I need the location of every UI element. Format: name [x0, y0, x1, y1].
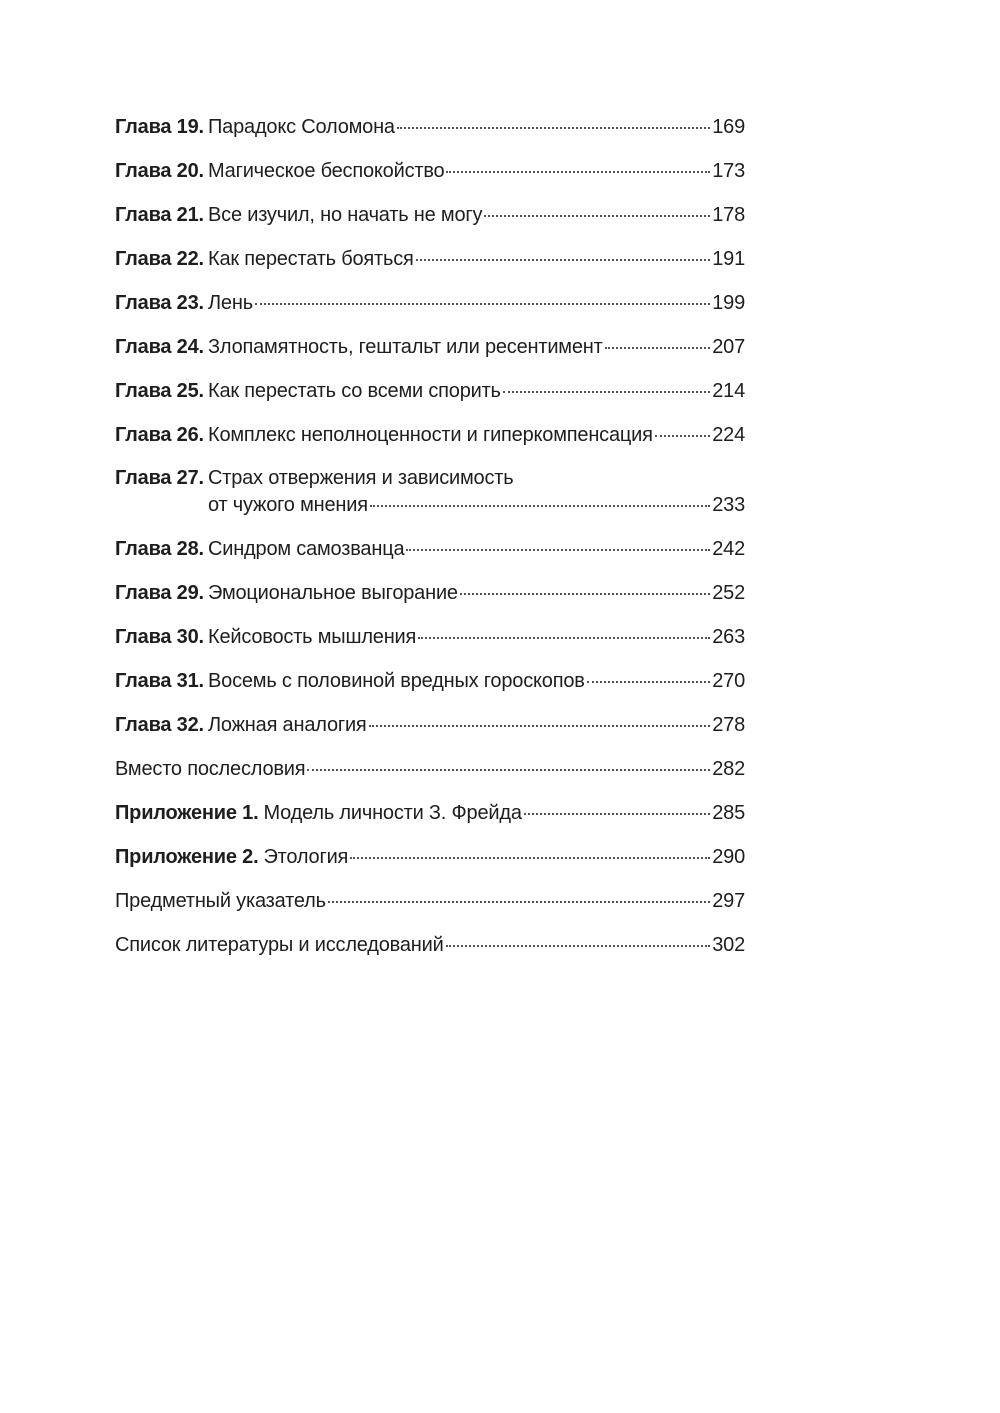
chapter-label: Глава 26.: [115, 424, 204, 446]
toc-entry-chapter-28: [115, 535, 745, 561]
chapter-title-line-2: [115, 491, 745, 517]
chapter-title-line-1: [115, 465, 745, 491]
chapter-title: Кейсовость мышления: [208, 626, 417, 648]
toc-entry-chapter-31: [115, 667, 745, 693]
toc-entry-appendix-2: [115, 843, 745, 869]
chapter-label: Глава 22.: [115, 248, 204, 270]
chapter-label: Глава 25.: [115, 380, 204, 402]
chapter-label: Глава 20.: [115, 160, 204, 182]
chapter-label: Глава 29.: [115, 582, 204, 604]
toc-entry-chapter-27: [115, 465, 745, 517]
chapter-title: Эмоциональное выгорание: [208, 582, 458, 604]
dot-leader: [255, 287, 710, 307]
toc-entry-chapter-21: [115, 201, 745, 227]
dot-leader: [446, 929, 711, 949]
chapter-title: Страх отвержения и зависимость: [208, 467, 514, 489]
page-number: 178: [712, 204, 745, 226]
chapter-label: Глава 31.: [115, 670, 204, 692]
chapter-label: Глава 21.: [115, 204, 204, 226]
page-number: 282: [712, 758, 745, 780]
page-number: 285: [712, 802, 745, 824]
dot-leader: [416, 243, 711, 263]
toc-entry-chapter-20: [115, 157, 745, 183]
toc-entry-chapter-29: [115, 579, 745, 605]
dot-leader: [350, 841, 710, 861]
dot-leader: [503, 375, 710, 395]
page-number: 278: [712, 714, 745, 736]
page-number: 242: [712, 538, 745, 560]
dot-leader: [307, 753, 710, 773]
dot-leader: [328, 885, 710, 905]
dot-leader: [460, 577, 710, 597]
back-matter-title: Предметный указатель: [115, 890, 326, 912]
chapter-label: Глава 19.: [115, 116, 204, 138]
page-number: 199: [712, 292, 745, 314]
toc-entry-subject-index: [115, 887, 745, 913]
chapter-label: Глава 27.: [115, 467, 204, 489]
chapter-title: Парадокс Соломона: [208, 116, 395, 138]
chapter-title: Магическое беспокойство: [208, 160, 445, 182]
page-number: 173: [712, 160, 745, 182]
chapter-title: Злопамятность, гештальт или ресентимент: [208, 336, 603, 358]
toc-entry-afterword: [115, 755, 745, 781]
dot-leader: [587, 665, 711, 685]
chapter-title-continuation: от чужого мнения: [208, 494, 368, 516]
toc-entry-chapter-22: [115, 245, 745, 271]
toc-entry-chapter-24: [115, 333, 745, 359]
dot-leader: [406, 533, 710, 553]
chapter-title: Как перестать бояться: [208, 248, 414, 270]
page-number: 270: [712, 670, 745, 692]
dot-leader: [605, 331, 711, 351]
chapter-label: Глава 24.: [115, 336, 204, 358]
dot-leader: [369, 709, 711, 729]
toc-entry-chapter-25: [115, 377, 745, 403]
chapter-label: Глава 23.: [115, 292, 204, 314]
toc-entry-chapter-32: [115, 711, 745, 737]
chapter-title: Комплекс неполноценности и гиперкомпенсация: [208, 424, 653, 446]
table-of-contents: [115, 113, 745, 975]
page-number: 263: [712, 626, 745, 648]
dot-leader: [446, 155, 710, 175]
page-number: 233: [712, 494, 745, 516]
appendix-label: Приложение 1.: [115, 802, 259, 824]
dot-leader: [524, 797, 710, 817]
appendix-title: Этология: [263, 846, 349, 868]
toc-entry-bibliography: [115, 931, 745, 957]
dot-leader: [418, 621, 710, 641]
toc-entry-chapter-23: [115, 289, 745, 315]
chapter-title: Все изучил, но начать не могу: [208, 204, 483, 226]
dot-leader: [370, 489, 710, 509]
toc-entry-chapter-26: [115, 421, 745, 447]
chapter-label: Глава 28.: [115, 538, 204, 560]
toc-entry-appendix-1: [115, 799, 745, 825]
page-number: 252: [712, 582, 745, 604]
page-number: 214: [712, 380, 745, 402]
page-number: 169: [712, 116, 745, 138]
chapter-label: Глава 32.: [115, 714, 204, 736]
dot-leader: [655, 419, 710, 439]
chapter-label: Глава 30.: [115, 626, 204, 648]
chapter-title: Как перестать со всеми спорить: [208, 380, 501, 402]
chapter-title: Ложная аналогия: [208, 714, 367, 736]
afterword-title: Вместо послесловия: [115, 758, 306, 780]
chapter-title: Восемь с половиной вредных гороскопов: [208, 670, 585, 692]
chapter-title: Синдром самозванца: [208, 538, 405, 560]
page-number: 302: [712, 934, 745, 956]
dot-leader: [484, 199, 710, 219]
toc-entry-chapter-19: [115, 113, 745, 139]
chapter-title: Лень: [208, 292, 253, 314]
page-number: 297: [712, 890, 745, 912]
toc-entry-chapter-30: [115, 623, 745, 649]
page-number: 224: [712, 424, 745, 446]
page-number: 290: [712, 846, 745, 868]
appendix-title: Модель личности З. Фрейда: [263, 802, 522, 824]
appendix-label: Приложение 2.: [115, 846, 259, 868]
page-number: 191: [712, 248, 745, 270]
page-number: 207: [712, 336, 745, 358]
dot-leader: [397, 111, 710, 131]
back-matter-title: Список литературы и исследований: [115, 934, 444, 956]
